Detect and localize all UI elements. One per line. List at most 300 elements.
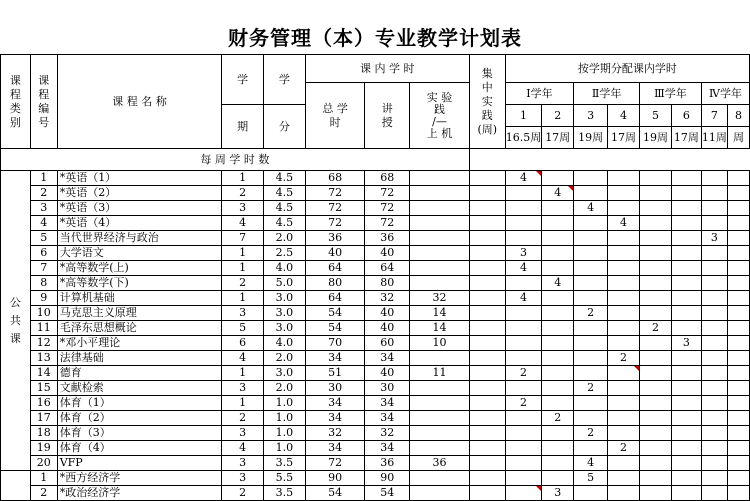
header-weeks-6: 17周 (671, 127, 701, 149)
t2-cell (542, 261, 574, 276)
conc-cell (469, 216, 505, 231)
t8-cell (727, 306, 749, 321)
t8-cell (727, 426, 749, 441)
t7-cell (701, 321, 727, 336)
table-row (1, 351, 750, 366)
conc-cell (469, 366, 505, 381)
code-cell: 20 (30, 456, 57, 471)
name-cell: 计算机基础 (57, 291, 221, 306)
t4-cell (608, 201, 640, 216)
name-cell: 当代世界经济与政治 (57, 231, 221, 246)
t5-cell (640, 201, 672, 216)
lecture-cell: 34 (365, 396, 410, 411)
t2-cell (542, 291, 574, 306)
t3-cell (574, 246, 608, 261)
credit-cell: 2.0 (263, 381, 305, 396)
t8-cell (727, 231, 749, 246)
conc-cell (469, 411, 505, 426)
t3-cell: 2 (574, 426, 608, 441)
lab-cell: 36 (410, 456, 470, 471)
t5-cell (640, 171, 672, 186)
code-cell: 9 (30, 291, 57, 306)
credit-cell: 3.0 (263, 366, 305, 381)
t1-cell: 4 (505, 171, 542, 186)
name-cell: *政治经济学 (57, 486, 221, 501)
name-cell: *高等数学(下) (57, 276, 221, 291)
t5-cell (640, 411, 672, 426)
t5-cell (640, 486, 672, 501)
lab-cell (410, 171, 470, 186)
total-cell: 34 (305, 351, 365, 366)
table-row (1, 396, 750, 411)
t2-cell (542, 231, 574, 246)
table-row (1, 336, 750, 351)
t5-cell (640, 396, 672, 411)
lecture-cell: 72 (365, 216, 410, 231)
sem-cell: 2 (222, 486, 264, 501)
total-cell: 72 (305, 201, 365, 216)
t4-cell (608, 486, 640, 501)
t1-cell: 2 (505, 366, 542, 381)
total-cell: 34 (305, 396, 365, 411)
t4-cell (608, 396, 640, 411)
lab-cell (410, 246, 470, 261)
t8-cell (727, 246, 749, 261)
t7-cell: 3 (701, 231, 727, 246)
t7-cell (701, 201, 727, 216)
t8-cell (727, 411, 749, 426)
table-row (1, 216, 750, 231)
sem-cell: 2 (222, 276, 264, 291)
total-cell: 72 (305, 456, 365, 471)
header-weekly-hours: 每 周 学 时 数 (1, 149, 470, 171)
t4-cell (608, 411, 640, 426)
credit-cell: 4.0 (263, 336, 305, 351)
t1-cell (505, 426, 542, 441)
t1-cell (505, 216, 542, 231)
sem-cell: 4 (222, 216, 264, 231)
t5-cell (640, 381, 672, 396)
t3-cell: 5 (574, 471, 608, 486)
t5-cell (640, 426, 672, 441)
t7-cell (701, 441, 727, 456)
name-cell: *英语（3） (57, 201, 221, 216)
t1-cell (505, 186, 542, 201)
sem-cell: 7 (222, 231, 264, 246)
lab-cell (410, 486, 470, 501)
t4-cell (608, 171, 640, 186)
header-term-allocation: 按学期分配课内学时 (505, 55, 749, 83)
t4-cell (608, 426, 640, 441)
total-cell: 64 (305, 291, 365, 306)
credit-cell: 4.0 (263, 261, 305, 276)
t1-cell (505, 471, 542, 486)
t8-cell (727, 351, 749, 366)
lab-cell: 10 (410, 336, 470, 351)
header-class-hours: 课 内 学 时 (305, 55, 469, 83)
code-cell: 10 (30, 306, 57, 321)
t1-cell: 4 (505, 291, 542, 306)
sem-cell: 6 (222, 336, 264, 351)
code-cell: 4 (30, 216, 57, 231)
code-cell: 2 (30, 486, 57, 501)
header-credit-bottom: 分 (263, 105, 305, 149)
t6-cell (671, 441, 701, 456)
t5-cell (640, 456, 672, 471)
lab-cell (410, 471, 470, 486)
table-row (1, 426, 750, 441)
t6-cell (671, 486, 701, 501)
t6-cell (671, 381, 701, 396)
name-cell: 马克思主义原理 (57, 306, 221, 321)
t4-cell (608, 276, 640, 291)
credit-cell: 4.5 (263, 201, 305, 216)
sem-cell: 3 (222, 201, 264, 216)
name-cell: 毛泽东思想概论 (57, 321, 221, 336)
lab-cell (410, 426, 470, 441)
name-cell: 法律基础 (57, 351, 221, 366)
sem-cell: 1 (222, 246, 264, 261)
t8-cell (727, 321, 749, 336)
header-weeks-1: 16.5周 (505, 127, 542, 149)
lab-cell (410, 411, 470, 426)
t3-cell (574, 411, 608, 426)
header-concentrated-practice: 集 中 实 践 (周) (469, 55, 505, 149)
lecture-cell: 72 (365, 186, 410, 201)
conc-cell (469, 186, 505, 201)
t2-cell (542, 471, 574, 486)
code-cell: 12 (30, 336, 57, 351)
header-course-code: 课 程 编 号 (30, 55, 57, 149)
lecture-cell: 30 (365, 381, 410, 396)
conc-cell (469, 246, 505, 261)
credit-cell: 1.0 (263, 426, 305, 441)
conc-cell (469, 306, 505, 321)
t4-cell (608, 261, 640, 276)
header-term-7: 7 (701, 105, 727, 127)
t6-cell (671, 291, 701, 306)
t2-cell: 2 (542, 411, 574, 426)
lecture-cell: 36 (365, 231, 410, 246)
total-cell: 36 (305, 231, 365, 246)
header-course-name: 课 程 名 称 (57, 55, 221, 149)
t3-cell (574, 276, 608, 291)
total-cell: 34 (305, 411, 365, 426)
t2-cell (542, 201, 574, 216)
header-year-2: Ⅱ学年 (574, 83, 640, 105)
lab-cell (410, 441, 470, 456)
sem-cell: 1 (222, 366, 264, 381)
t4-cell: 4 (608, 216, 640, 231)
name-cell: 体育（2） (57, 411, 221, 426)
sem-cell: 1 (222, 396, 264, 411)
t5-cell (640, 276, 672, 291)
t5-cell (640, 441, 672, 456)
conc-cell (469, 201, 505, 216)
conc-cell (469, 381, 505, 396)
t2-cell (542, 441, 574, 456)
t1-cell (505, 486, 542, 501)
lecture-cell: 60 (365, 336, 410, 351)
lecture-cell: 40 (365, 246, 410, 261)
lecture-cell: 80 (365, 276, 410, 291)
total-cell: 51 (305, 366, 365, 381)
credit-cell: 4.5 (263, 216, 305, 231)
t1-cell (505, 276, 542, 291)
total-cell: 54 (305, 486, 365, 501)
table-row (1, 186, 750, 201)
t3-cell (574, 261, 608, 276)
t8-cell (727, 216, 749, 231)
conc-cell (469, 291, 505, 306)
header-lecture: 讲 授 (365, 83, 410, 149)
code-cell: 17 (30, 411, 57, 426)
name-cell: *邓小平理论 (57, 336, 221, 351)
conc-cell (469, 351, 505, 366)
lecture-cell: 32 (365, 291, 410, 306)
t2-cell (542, 321, 574, 336)
name-cell: *英语（2） (57, 186, 221, 201)
name-cell: 大学语文 (57, 246, 221, 261)
t2-cell (542, 216, 574, 231)
t1-cell: 4 (505, 261, 542, 276)
name-cell: *英语（1） (57, 171, 221, 186)
t3-cell: 4 (574, 201, 608, 216)
t4-cell (608, 231, 640, 246)
t2-cell (542, 351, 574, 366)
t6-cell (671, 411, 701, 426)
t8-cell (727, 261, 749, 276)
t3-cell (574, 231, 608, 246)
conc-cell (469, 456, 505, 471)
credit-cell: 1.0 (263, 396, 305, 411)
t8-cell (727, 201, 749, 216)
conc-cell (469, 486, 505, 501)
lab-cell (410, 381, 470, 396)
t8-cell (727, 381, 749, 396)
t1-cell: 2 (505, 396, 542, 411)
credit-cell: 1.0 (263, 411, 305, 426)
t4-cell (608, 291, 640, 306)
course-category-cell: 公 共 课 (1, 171, 31, 471)
t5-cell (640, 291, 672, 306)
t1-cell (505, 456, 542, 471)
t2-cell (542, 171, 574, 186)
total-cell: 70 (305, 336, 365, 351)
t7-cell (701, 291, 727, 306)
conc-cell (469, 171, 505, 186)
lecture-cell: 90 (365, 471, 410, 486)
sem-cell: 3 (222, 381, 264, 396)
code-cell: 8 (30, 276, 57, 291)
t8-cell (727, 366, 749, 381)
table-row (1, 201, 750, 216)
lecture-cell: 34 (365, 351, 410, 366)
lecture-cell: 36 (365, 456, 410, 471)
t2-cell: 3 (542, 486, 574, 501)
t7-cell (701, 426, 727, 441)
table-row (1, 261, 750, 276)
t7-cell (701, 471, 727, 486)
sem-cell: 4 (222, 441, 264, 456)
credit-cell: 4.5 (263, 186, 305, 201)
t5-cell (640, 231, 672, 246)
conc-cell (469, 426, 505, 441)
t4-cell (608, 186, 640, 201)
t3-cell (574, 291, 608, 306)
t6-cell (671, 201, 701, 216)
header-weeks-8: 周 (727, 127, 749, 149)
lab-cell: 11 (410, 366, 470, 381)
t4-cell (608, 471, 640, 486)
header-year-1: Ⅰ学年 (505, 83, 573, 105)
sem-cell: 1 (222, 291, 264, 306)
total-cell: 54 (305, 321, 365, 336)
t6-cell (671, 366, 701, 381)
t1-cell (505, 306, 542, 321)
t7-cell (701, 456, 727, 471)
t1-cell (505, 321, 542, 336)
t3-cell: 2 (574, 381, 608, 396)
t2-cell: 4 (542, 276, 574, 291)
credit-cell: 2.0 (263, 351, 305, 366)
sem-cell: 1 (222, 171, 264, 186)
name-cell: VFP (57, 456, 221, 471)
code-cell: 14 (30, 366, 57, 381)
code-cell: 13 (30, 351, 57, 366)
t2-cell (542, 246, 574, 261)
t6-cell (671, 426, 701, 441)
credit-cell: 2.5 (263, 246, 305, 261)
code-cell: 18 (30, 426, 57, 441)
lab-cell (410, 186, 470, 201)
total-cell: 34 (305, 441, 365, 456)
credit-cell: 5.5 (263, 471, 305, 486)
total-cell: 40 (305, 246, 365, 261)
t3-cell: 4 (574, 456, 608, 471)
t2-cell (542, 396, 574, 411)
credit-cell: 3.0 (263, 306, 305, 321)
code-cell: 7 (30, 261, 57, 276)
course-category-cell (1, 471, 31, 501)
header-term-6: 6 (671, 105, 701, 127)
t7-cell (701, 246, 727, 261)
code-cell: 15 (30, 381, 57, 396)
header-year-4: Ⅳ学年 (701, 83, 749, 105)
t3-cell (574, 396, 608, 411)
header-semester-bottom: 期 (222, 105, 264, 149)
lab-cell (410, 216, 470, 231)
total-cell: 68 (305, 171, 365, 186)
header-weeks-7: 11周 (701, 127, 727, 149)
t2-cell (542, 366, 574, 381)
header-term-1: 1 (505, 105, 542, 127)
conc-cell (469, 261, 505, 276)
t3-cell (574, 486, 608, 501)
t5-cell (640, 351, 672, 366)
t4-cell (608, 336, 640, 351)
name-cell: 体育（4） (57, 441, 221, 456)
header-course-category: 课 程 类 别 (1, 55, 31, 149)
table-row (1, 486, 750, 501)
lab-cell (410, 351, 470, 366)
header-total-hours: 总 学 时 (305, 83, 365, 149)
t4-cell (608, 246, 640, 261)
name-cell: 体育（3） (57, 426, 221, 441)
t7-cell (701, 306, 727, 321)
t6-cell (671, 261, 701, 276)
conc-cell (469, 396, 505, 411)
t6-cell (671, 186, 701, 201)
header-term-4: 4 (608, 105, 640, 127)
t6-cell (671, 171, 701, 186)
t4-cell (608, 381, 640, 396)
lecture-cell: 34 (365, 411, 410, 426)
conc-cell (469, 471, 505, 486)
t7-cell (701, 261, 727, 276)
lecture-cell: 40 (365, 366, 410, 381)
t2-cell (542, 306, 574, 321)
t6-cell (671, 456, 701, 471)
table-row (1, 366, 750, 381)
lecture-cell: 54 (365, 486, 410, 501)
t3-cell (574, 441, 608, 456)
t5-cell (640, 306, 672, 321)
table-row (1, 456, 750, 471)
t5-cell: 2 (640, 321, 672, 336)
t5-cell (640, 366, 672, 381)
t4-cell: 2 (608, 441, 640, 456)
total-cell: 64 (305, 261, 365, 276)
t8-cell (727, 456, 749, 471)
t6-cell (671, 276, 701, 291)
table-row (1, 231, 750, 246)
t8-cell (727, 276, 749, 291)
t6-cell (671, 321, 701, 336)
header-term-8: 8 (727, 105, 749, 127)
t5-cell (640, 246, 672, 261)
table-row (1, 306, 750, 321)
t3-cell (574, 336, 608, 351)
header-term-2: 2 (542, 105, 574, 127)
sem-cell: 5 (222, 321, 264, 336)
table-row (1, 381, 750, 396)
credit-cell: 3.0 (263, 291, 305, 306)
t4-cell (608, 456, 640, 471)
code-cell: 1 (30, 171, 57, 186)
t7-cell (701, 486, 727, 501)
lecture-cell: 32 (365, 426, 410, 441)
header-weeks-3: 19周 (574, 127, 608, 149)
lab-cell: 32 (410, 291, 470, 306)
t6-cell (671, 351, 701, 366)
t6-cell (671, 396, 701, 411)
header-credit-top: 学 (263, 55, 305, 105)
lab-cell (410, 261, 470, 276)
name-cell: 德育 (57, 366, 221, 381)
lab-cell (410, 276, 470, 291)
lab-cell (410, 201, 470, 216)
code-cell: 11 (30, 321, 57, 336)
name-cell: 体育（1） (57, 396, 221, 411)
t5-cell (640, 186, 672, 201)
t1-cell (505, 336, 542, 351)
t3-cell (574, 186, 608, 201)
total-cell: 32 (305, 426, 365, 441)
credit-cell: 3.5 (263, 486, 305, 501)
t5-cell (640, 261, 672, 276)
t1-cell: 3 (505, 246, 542, 261)
